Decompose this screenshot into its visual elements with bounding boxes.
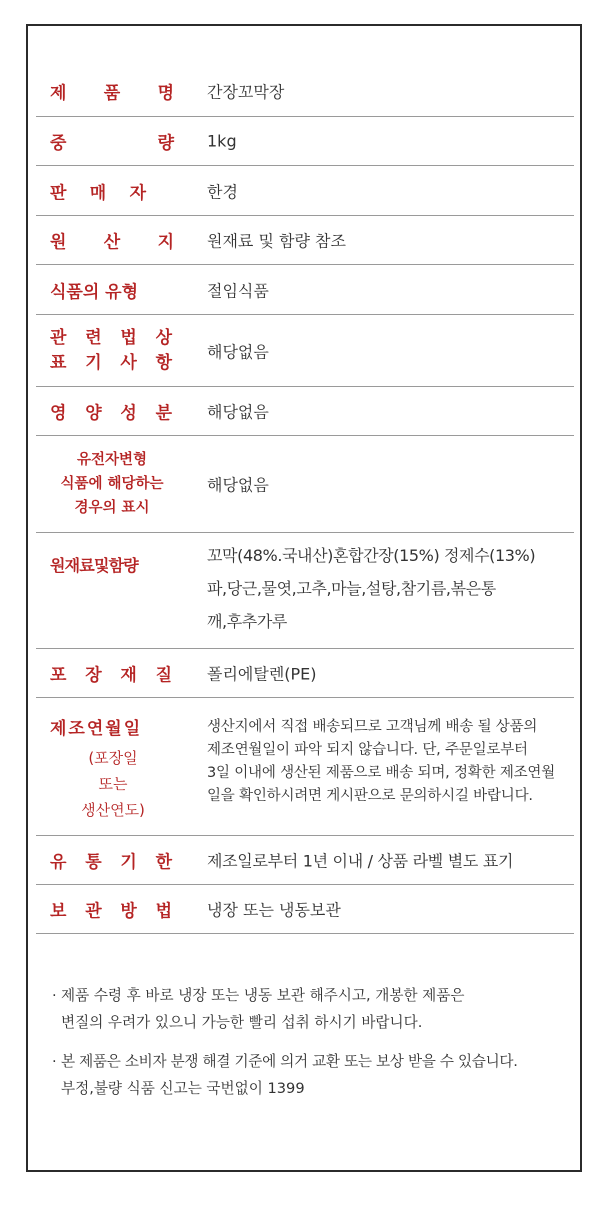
label-text: 식품의 유형 xyxy=(50,282,139,302)
label-char: 법 xyxy=(120,327,137,348)
label-char: 관 xyxy=(50,327,67,348)
row-storage xyxy=(36,885,574,934)
row-label xyxy=(36,649,186,697)
label-char: 자 xyxy=(129,183,146,203)
label-char: 관 xyxy=(85,901,102,922)
row-label xyxy=(36,698,186,835)
row-origin xyxy=(36,216,574,265)
label-char: 상 xyxy=(155,327,172,348)
row-value: 원재료 및 함량 참조 xyxy=(207,231,346,251)
row-label xyxy=(36,533,186,648)
row-product-name xyxy=(36,66,574,117)
row-legal-notice xyxy=(36,315,574,387)
label-char: 지 xyxy=(157,232,174,253)
label-char: 보 xyxy=(50,901,67,922)
row-label xyxy=(36,836,186,884)
label-char: 분 xyxy=(155,403,172,424)
product-info-table xyxy=(36,66,574,934)
value-line: 꼬막(48%.국내산)혼합간장(15%) 정제수(13%) xyxy=(207,546,536,565)
notice-item xyxy=(52,1048,572,1102)
row-seller xyxy=(36,166,574,216)
row-shelf-life xyxy=(36,836,574,885)
value-line: 제조연월일이 파악 되지 않습니다. 단, 주문일로부터 xyxy=(207,742,528,758)
label-char: 기 xyxy=(120,852,137,873)
row-value: 한경 xyxy=(207,182,238,201)
value-line: 생산지에서 직접 배송되므로 고객님께 배송 될 상품의 xyxy=(207,719,538,735)
label-title: 제조연월일 xyxy=(50,719,143,739)
label-line: 식품에 해당하는 xyxy=(60,476,164,492)
value-line: 깨,후추가루 xyxy=(207,612,287,631)
row-label xyxy=(36,117,186,165)
row-food-type xyxy=(36,265,574,315)
label-char: 질 xyxy=(155,665,172,686)
label-char: 항 xyxy=(155,352,172,373)
row-label xyxy=(36,885,186,933)
label-char: 성 xyxy=(120,403,137,424)
label-text: 원재료및함량 xyxy=(50,556,138,575)
label-char: 제 xyxy=(50,83,67,104)
row-label xyxy=(36,216,186,264)
row-label xyxy=(36,436,186,532)
label-line: 생산연도) xyxy=(81,801,145,819)
label-char: 법 xyxy=(155,901,172,922)
row-label xyxy=(36,315,186,386)
row-label xyxy=(36,265,186,314)
row-value: 해당없음 xyxy=(207,342,269,361)
row-label xyxy=(36,66,186,116)
label-char: 재 xyxy=(120,665,137,686)
label-char: 매 xyxy=(89,183,107,203)
notice-line: 제품 수령 후 바로 냉장 또는 냉동 보관 해주시고, 개봉한 제품은 xyxy=(61,987,465,1004)
row-value: 1kg xyxy=(207,131,237,151)
row-packaging xyxy=(36,649,574,698)
label-char: 표 xyxy=(50,352,67,373)
label-line: 경우의 표시 xyxy=(74,500,150,516)
bullet: · xyxy=(52,1053,57,1070)
value-line: 일을 확인하시려면 게시판으로 문의하시길 바랍니다. xyxy=(207,788,533,804)
label-char: 련 xyxy=(85,327,102,348)
row-manufacture-date xyxy=(36,698,574,836)
label-char: 포 xyxy=(50,665,67,686)
label-char: 영 xyxy=(50,403,67,424)
bullet: · xyxy=(52,987,57,1004)
row-value: 해당없음 xyxy=(207,475,269,495)
notice-line: 변질의 우려가 있으니 가능한 빨리 섭취 하시기 바랍니다. xyxy=(61,1014,423,1031)
label-char: 기 xyxy=(85,352,102,373)
notice-line: 부정,불량 식품 신고는 국번없이 1399 xyxy=(61,1080,305,1097)
label-char: 품 xyxy=(103,83,121,104)
label-char: 사 xyxy=(120,352,137,373)
label-line: 또는 xyxy=(98,775,128,793)
row-value: 해당없음 xyxy=(207,402,269,422)
label-line: 유전자변형 xyxy=(76,452,148,468)
label-char: 유 xyxy=(50,852,67,873)
row-value: 냉장 또는 냉동보관 xyxy=(207,900,341,920)
label-char: 한 xyxy=(155,852,172,873)
row-value: 폴리에탈렌(PE) xyxy=(207,664,317,684)
label-line: (포장일 xyxy=(88,749,138,767)
label-char: 량 xyxy=(157,133,174,154)
value-line: 3일 이내에 생산된 제품으로 배송 되며, 정확한 제조연월 xyxy=(207,765,556,781)
label-char: 원 xyxy=(50,232,67,253)
notice-section xyxy=(52,982,572,1114)
label-char: 통 xyxy=(85,852,102,873)
row-value: 절임식품 xyxy=(207,281,269,300)
label-char: 장 xyxy=(85,665,102,686)
label-char: 양 xyxy=(85,403,102,424)
row-ingredients xyxy=(36,533,574,649)
row-label xyxy=(36,166,186,215)
value-line: 파,당근,물엿,고추,마늘,설탕,참기름,볶은통 xyxy=(207,579,496,598)
notice-line: 본 제품은 소비자 분쟁 해결 기준에 의거 교환 또는 보상 받을 수 있습니다. xyxy=(61,1053,518,1070)
label-char: 중 xyxy=(50,133,67,154)
row-value: 간장꼬막장 xyxy=(207,82,285,102)
label-char: 판 xyxy=(50,183,67,203)
label-char: 명 xyxy=(157,83,174,104)
notice-item xyxy=(52,982,572,1036)
row-nutrition xyxy=(36,387,574,436)
row-weight xyxy=(36,117,574,166)
row-gmo xyxy=(36,436,574,533)
row-value: 제조일로부터 1년 이내 / 상품 라벨 별도 표기 xyxy=(207,851,514,871)
label-char: 산 xyxy=(103,232,121,253)
row-label xyxy=(36,387,186,435)
label-char: 방 xyxy=(120,901,137,922)
